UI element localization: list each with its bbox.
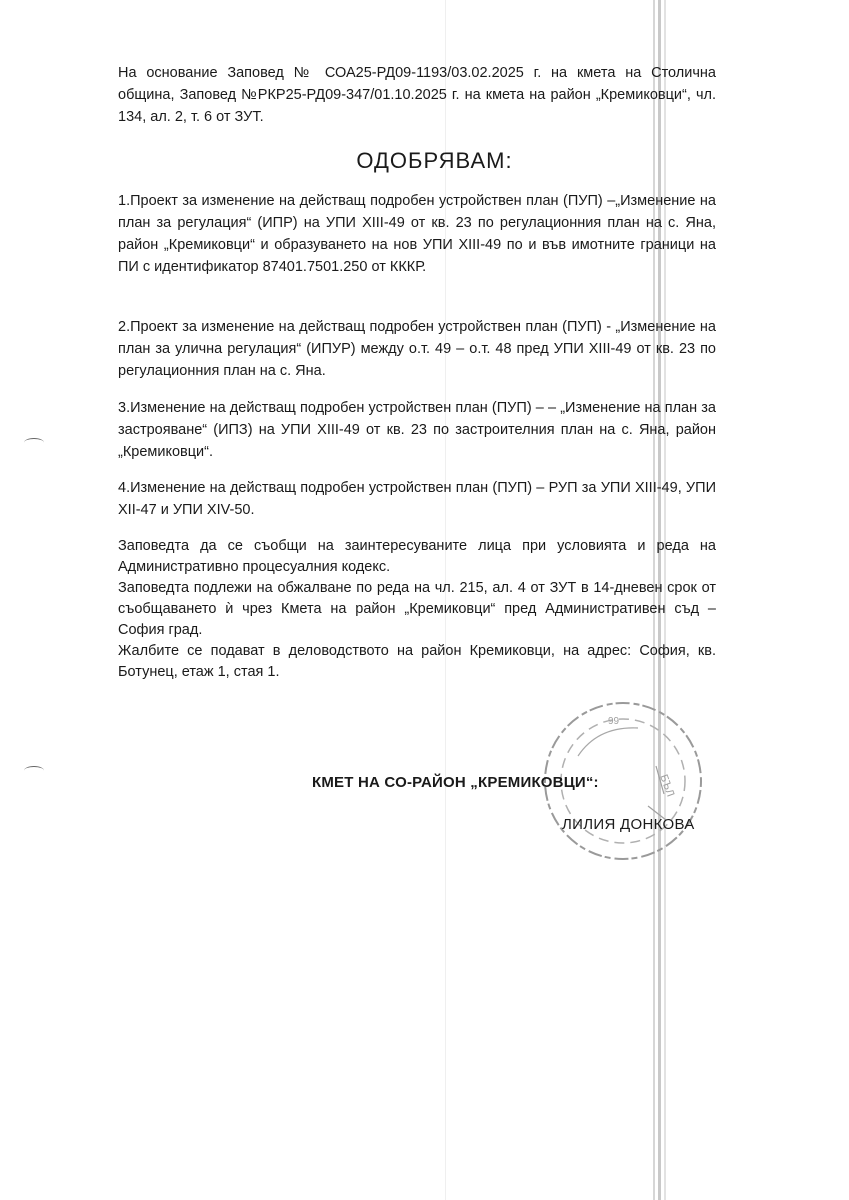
approval-item-3: 3.Изменение на действащ подробен устройствен план (ПУП) – – „Изменение на план за застрояване“ (ИПЗ) на УПИ XIII-49 от кв. 23 по застроителния план на с. Яна, район „Кремиковци“. [118,400,716,460]
notice-paragraph: Заповедта подлежи на обжалване по реда на чл. 215, ал. 4 от ЗУТ в 14-дневен срок от съобщаването ѝ чрез Кмета на район „Кремиковци“ пред Административен съд – София град. [118,580,716,638]
notice-paragraph: Жалбите се подават в деловодството на район Кремиковци, на адрес: София, кв. Ботунец, етаж 1, стая 1. [118,643,716,680]
signature-title: КМЕТ НА СО-РАЙОН „КРЕМИКОВЦИ“: [312,774,599,791]
approval-item-4: 4.Изменение на действащ подробен устройствен план (ПУП) – РУП за УПИ XIII-49, УПИ XII-47 и УПИ XIV-50. [118,480,716,518]
signature-name: ЛИЛИЯ ДОНКОВА [562,816,695,833]
intro-paragraph: На основание Заповед № СОА25-РД09-1193/03.02.2025 г. на кмета на Столична община, Заповед №РКР25-РД09-347/01.10.2025 г. на кмета на район „Кремиковци“, чл. 134, ал. 2, т. 6 от ЗУТ. [118,65,716,125]
svg-text:БЪЛ: БЪЛ [657,772,677,799]
approval-item-2: 2.Проект за изменение на действащ подробен устройствен план (ПУП) - „Изменение на план за улична регулация“ (ИПУР) между о.т. 49 – о.т. 48 пред УПИ XIII-49 от кв. 23 по регулационния план на с. Яна. [118,319,716,379]
notice-section [118,536,716,683]
margin-mark [24,438,44,447]
notice-paragraph: Заповедта да се съобщи на заинтересуваните лица при условията и реда на Административно процесуалния кодекс. [118,538,716,575]
approval-item-1: 1.Проект за изменение на действащ подробен устройствен план (ПУП) –„Изменение на план за регулация“ (ИПР) на УПИ XIII-49 от кв. 23 по регулационния план на с. Яна, район „Кремиковци“ и образуването на нов УПИ XIII-49 по и във имотните граници на ПИ с идентификатор 87401.7501.250 от КККР. [118,193,716,275]
margin-mark [24,766,44,775]
approval-heading: ОДОБРЯВАМ: [356,148,513,173]
svg-text:99: 99 [608,716,620,727]
